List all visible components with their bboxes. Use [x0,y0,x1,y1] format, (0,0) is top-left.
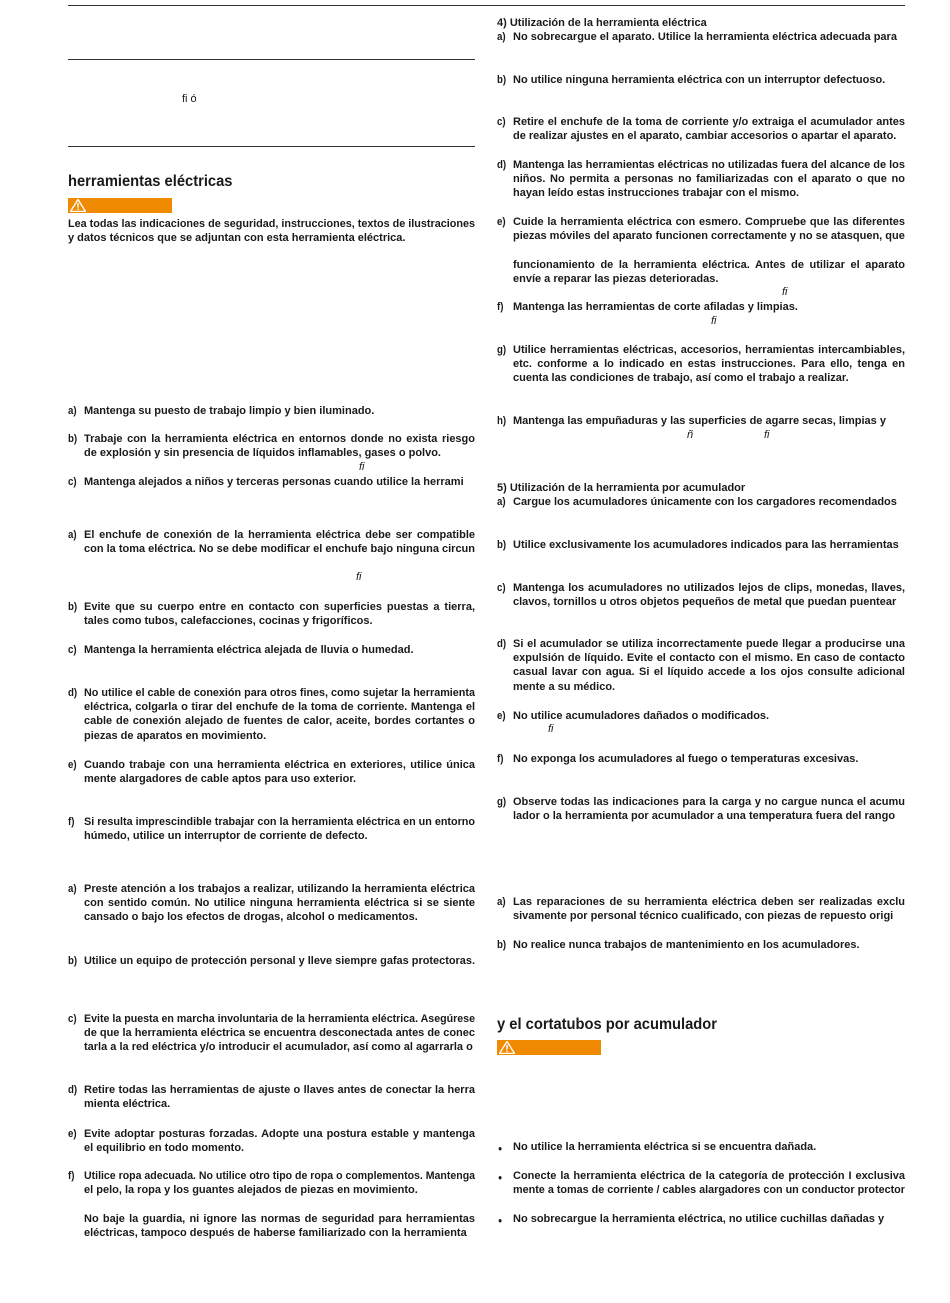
list-item-line: Cuando trabaje con una herramienta eléctrica en exteriores, utilice única [84,759,475,771]
rule-left-3 [68,146,475,147]
list-marker: f) [497,753,504,765]
list-marker: e) [68,759,77,771]
list-marker: a) [497,31,506,43]
list-marker: f) [497,301,504,313]
list-item-line: tarla a la red eléctrica y/o introducir el acumulador, así como al agarrarla o [84,1041,473,1054]
list-item-line: Utilice herramientas eléctricas, accesorios, herramientas intercambiables, [513,344,905,356]
list-item-line: No baje la guardia, ni ignore las normas de seguridad para herramientas [84,1212,475,1225]
list-item-line: Mantenga las herramientas eléctricas no utilizadas fuera del alcance de los [513,159,905,171]
list-marker: g) [497,344,507,356]
list-marker: c) [497,116,506,128]
list-marker: ● [498,1173,503,1182]
list-item-line: mente a su médico. [513,680,616,693]
list-marker: b) [68,433,78,445]
list-item-line: No realice nunca trabajos de mantenimiento en los acumuladores. [513,939,860,951]
list-item-line: No utilice el cable de conexión para otros fines, como sujetar la herramienta [84,687,475,699]
list-item-line: No sobrecargue el aparato. Utilice la herramienta eléctrica adecuada para [513,31,897,43]
warning-banner-right [497,1040,601,1055]
ligature-glyph: fi [548,723,554,735]
ligature-glyph: fi [711,315,717,327]
list-item-line: tales como tubos, calefacciones, cocinas y frigoríficos. [84,615,373,628]
list-marker: h) [497,415,507,427]
list-item-line: clavos, tornillos u otros objetos pequeños de metal que puedan puentear [513,596,897,609]
list-item-line: Mantenga las herramientas de corte afiladas y limpias. [513,301,798,313]
list-item-line: expulsión de líquido. Evite el contacto con el mismo. En caso de contacto [513,652,905,665]
list-marker: a) [497,896,506,908]
list-item-line: mienta eléctrica. [84,1098,171,1111]
list-item-line: Conecte la herramienta eléctrica de la categoría de protección I exclusiva [513,1170,905,1182]
list-item-line: Preste atención a los trabajos a realizar, utilizando la herramienta eléctrica [84,883,475,895]
list-item-line: cuenta las condiciones de trabajo, así como el trabajo a realizar. [513,372,849,385]
list-item-line: húmedo, utilice un interruptor de corriente de defecto. [84,830,368,843]
list-item-line: sivamente por personal técnico cualificado, con piezas de repuesto origi [513,910,894,923]
section-heading-right: y el cortatubos por acumulador [497,1016,718,1033]
list-item-line: el equilibrio en todo momento. [84,1142,245,1155]
list-item-line: El enchufe de conexión de la herramienta eléctrica debe ser compatible [84,529,475,541]
list-item-line: piezas de aparatos en movimiento. [84,729,267,742]
list-marker: c) [68,1013,77,1025]
intro-paragraph [68,217,475,245]
list-item-line: el pelo, la ropa y los guantes alejados de piezas en movimiento. [84,1184,418,1197]
list-marker: b) [68,955,78,967]
list-item-line: cable de conexión alejado de fuentes de calor, aceite, bordes cortantes o [84,715,475,728]
list-item-line: Cuide la herramienta eléctrica con esmero. Compruebe que las diferentes [513,216,905,228]
list-marker: e) [68,1128,77,1140]
list-marker: g) [497,796,507,808]
list-item-line: Observe todas las indicaciones para la carga y no cargue nunca el acumu [513,796,905,808]
list-item-line: con sentido común. No utilice ninguna herramienta eléctrica si se siente [84,897,475,910]
list-item-line: Retire el enchufe de la toma de corriente y/o extraiga el acumulador antes [513,116,905,128]
list-item-line: Evite la puesta en marcha involuntaria de la herramienta eléctrica. Asegúrese [84,1013,475,1025]
list-item-line: de realizar ajustes en el aparato, cambiar accesorios o apartar el aparato. [513,130,897,143]
list-item-line: Mantenga alejados a niños y terceras personas cuando utilice la herrami [84,476,464,488]
list-marker: b) [497,539,507,551]
list-item-line: No exponga los acumuladores al fuego o temperaturas excesivas. [513,753,859,765]
list-marker: b) [68,601,78,613]
list-item-line: funcionamiento de la herramienta eléctrica. Antes de utilizar el aparato [513,258,905,271]
list-item-line: eléctrica, colgarla o tirar del enchufe de la toma de corriente. Mantenga el [84,701,475,714]
list-marker: e) [497,710,506,722]
list-item-line: mente alargadores de cable aptos para uso exterior. [84,773,357,786]
list-item-line: Si el acumulador se utiliza incorrectamente puede llegar a producirse una [513,638,905,650]
list-marker: c) [68,644,77,656]
list-item-line: piezas móviles del aparato funcionen correctamente y no se atasquen, que [513,230,905,243]
section-4-title: 4) Utilización de la herramienta eléctrica [497,17,707,29]
list-marker: c) [497,582,506,594]
list-marker: b) [497,74,507,86]
list-item-line: envíe a reparar las piezas deterioradas. [513,272,719,285]
list-marker: d) [68,687,78,699]
list-item-line: mente a tomas de corriente / cables alargadores con un conductor protector [513,1184,905,1197]
list-item-line: casual lavar con agua. Si el líquido accede a los ojos consulte adicional [513,666,905,679]
list-item-line: No utilice acumuladores dañados o modificados. [513,710,770,722]
list-item-line: Cargue los acumuladores únicamente con los cargadores recomendados [513,496,897,508]
list-item-line: Trabaje con la herramienta eléctrica en entornos donde no exista riesgo [84,433,475,445]
list-marker: ● [498,1216,503,1225]
list-item-line: No sobrecargue la herramienta eléctrica, no utilice cuchillas dañadas y [513,1213,885,1225]
top-rule-left [68,5,475,6]
list-marker: a) [68,405,77,417]
section-heading-left: herramientas eléctricas [68,173,233,190]
list-item-line: de que la herramienta eléctrica se encuentra desconectada antes de conec [84,1027,475,1040]
list-item-line: Mantenga su puesto de trabajo limpio y bien iluminado. [84,405,375,417]
list-item-line: niños. No permita a personas no familiarizadas con el aparato o que no [513,173,905,186]
ligature-glyph: ñ [687,429,694,441]
list-item-line: Mantenga la herramienta eléctrica alejada de lluvia o humedad. [84,644,414,656]
list-marker: b) [497,939,507,951]
list-item-line: No utilice la herramienta eléctrica si se encuentra dañada. [513,1141,817,1153]
list-item-line: Si resulta imprescindible trabajar con la herramienta eléctrica en un entorno [84,816,475,828]
list-item-line: Evite que su cuerpo entre en contacto con superficies puestas a tierra, [84,601,475,613]
list-item-line: etc. conforme a lo indicado en estas instrucciones. Para ello, tenga en [513,358,905,371]
list-item-line: eléctricas, tampoco después de haberse familiarizado con la herramienta [84,1226,467,1239]
list-item-line: hayan leído estas instrucciones trabajar con el mismo. [513,187,800,200]
list-marker: f) [68,816,75,828]
list-item-line: de explosión y sin presencia de líquidos inflamables, gases o polvo. [84,447,441,460]
list-marker: d) [497,638,507,650]
list-item-line: Evite adoptar posturas forzadas. Adopte una postura estable y mantenga [84,1128,475,1140]
list-item-line: con la toma eléctrica. No se debe modificar el enchufe bajo ninguna circun [84,543,475,556]
list-marker: f) [68,1170,75,1182]
section-5-title: 5) Utilización de la herramienta por acumulador [497,482,746,494]
list-item-line: Utilice exclusivamente los acumuladores indicados para las herramientas [513,539,899,551]
warning-banner-left [68,198,172,213]
ligature-glyph: fi [764,429,770,441]
list-item-line: Mantenga los acumuladores no utilizados lejos de clips, monedas, llaves, [513,582,905,594]
list-item-line: Las reparaciones de su herramienta eléctrica deben ser realizadas exclu [513,896,905,908]
list-item-line: Mantenga las empuñaduras y las superficies de agarre secas, limpias y [513,415,886,427]
list-marker: c) [68,476,77,488]
list-item-line: cansado o bajo los efectos de drogas, alcohol o medicamentos. [84,911,418,924]
list-item-line [513,243,905,257]
list-marker: ● [498,1144,503,1153]
list-marker: d) [497,159,507,171]
list-item-line: No utilice ninguna herramienta eléctrica con un interruptor defectuoso. [513,74,886,86]
list-item-line: Utilice un equipo de protección personal y lleve siempre gafas protectoras. [84,955,475,967]
list-item-line: lador o la herramienta por acumulador a una temperatura fuera del rango [513,810,896,823]
ligature-glyph: fi [356,571,362,583]
rule-left-2 [68,59,475,60]
stray-chars: fi ó [182,93,197,105]
list-marker: a) [497,496,506,508]
list-marker: a) [68,529,77,541]
list-marker: d) [68,1084,78,1096]
list-item-line [84,1197,475,1211]
list-item-line: Utilice ropa adecuada. No utilice otro tipo de ropa o complementos. Mantenga [84,1170,475,1182]
ligature-glyph: fi [359,461,365,473]
intro-line: Lea todas las indicaciones de seguridad, instrucciones, textos de ilustraciones [68,218,475,230]
list-marker: a) [68,883,77,895]
top-rule-right [475,5,905,6]
list-item-line: Retire todas las herramientas de ajuste o llaves antes de conectar la herra [84,1084,475,1096]
list-marker: e) [497,216,506,228]
warning-triangle-icon [70,199,86,212]
intro-line: y datos técnicos que se adjuntan con esta herramienta eléctrica. [68,232,406,245]
ligature-glyph: fi [782,286,788,298]
warning-triangle-icon [499,1041,515,1054]
